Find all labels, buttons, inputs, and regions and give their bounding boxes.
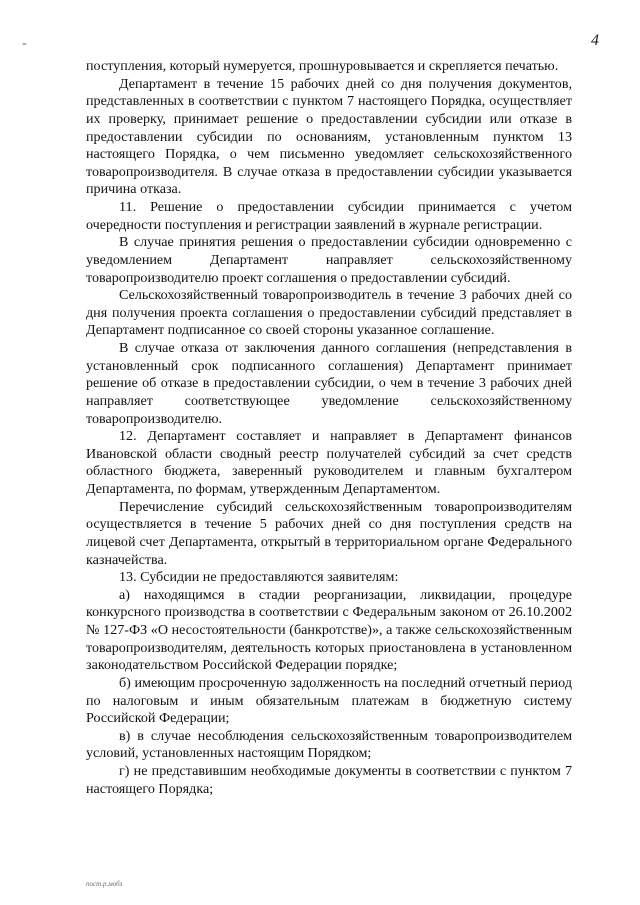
paragraph-signed-agreement: Сельскохозяйственный товаропроизводитель в течение 3 рабочих дней со дня получения проекта соглашения о предоставлении субсидий представляет в Департамент подписанное со своей стороны указанное соглашение. [86, 287, 572, 339]
paragraph-refusal: В случае отказа от заключения данного соглашения (непредставления в установленный срок подписанного соглашения) Департамент принимает решение об отказе в предоставлении субсидии, о чем в течение 3 рабочих дней направляет соответствующее уведомление сельскохозяйственному товаропроизводителю. [86, 340, 572, 427]
paragraph-13: 13. Субсидии не предоставляются заявителям: [119, 569, 399, 586]
list-item-g: г) не представившим необходимые документы в соответствии с пунктом 7 настоящего Порядка; [86, 763, 572, 797]
paragraph-transfer: Перечисление субсидий сельскохозяйственным товаропроизводителям осуществляется в течение 5 рабочих дней со дня поступления средств на лицевой счет Департамента, открытый в территориальном органе Федерального казначейства. [86, 498, 572, 568]
paragraph-11: 11. Решение о предоставлении субсидии принимается с учетом очередности поступления и регистрации заявлений в журнале регистрации. [86, 199, 572, 233]
page-number: 4 [591, 32, 599, 49]
paragraph-agreement-draft: В случае принятия решения о предоставлении субсидии одновременно с уведомлением Департамент направляет сельскохозяйственному товаропроизводителю проект соглашения о предоставлении субсидий. [86, 234, 572, 286]
margin-mark: - [22, 36, 27, 51]
paragraph-continuation: поступления, который нумеруется, прошнуровывается и скрепляется печатью. [86, 58, 559, 74]
footer-file-mark: пост.р.мобз [86, 880, 123, 888]
list-item-v: в) в случае несоблюдения сельскохозяйственным товаропроизводителем условий, установленных настоящим Порядком; [86, 727, 572, 762]
list-item-b: б) имеющим просроченную задолженность на последний отчетный период по налоговым и иным обязательным платежам в бюджетную систему Российской Федерации; [86, 674, 572, 727]
paragraph-12: 12. Департамент составляет и направляет в Департамент финансов Ивановской области сводный реестр получателей субсидий за счет средств областного бюджета, заверенный руководителем и главным бухгалтером Департамента, по формам, утвержденным Департаментом. [86, 428, 572, 497]
document-body [86, 58, 572, 798]
list-item-a: а) находящимся в стадии реорганизации, ликвидации, процедуре конкурсного производства в соответствии с Федеральным законом от 26.10.2002 № 127-ФЗ «О несостоятельности (банкротстве)», а также сельскохозяйственным товаропроизводителям, деятельность которых приостановлена в установленном законодательством Российской Федерации порядке; [86, 586, 572, 674]
paragraph-review-decision: Департамент в течение 15 рабочих дней со дня получения документов, представленных в соответствии с пунктом 7 настоящего Порядка, осуществляет их проверку, принимает решение о предоставлении субсидии или отказе в предоставлении субсидии по основаниям, установленным пунктом 13 настоящего Порядка, о чем письменно уведомляет сельскохозяйственного товаропроизводителя. В случае отказа в предоставлении субсидии указывается причина отказа. [86, 75, 572, 198]
